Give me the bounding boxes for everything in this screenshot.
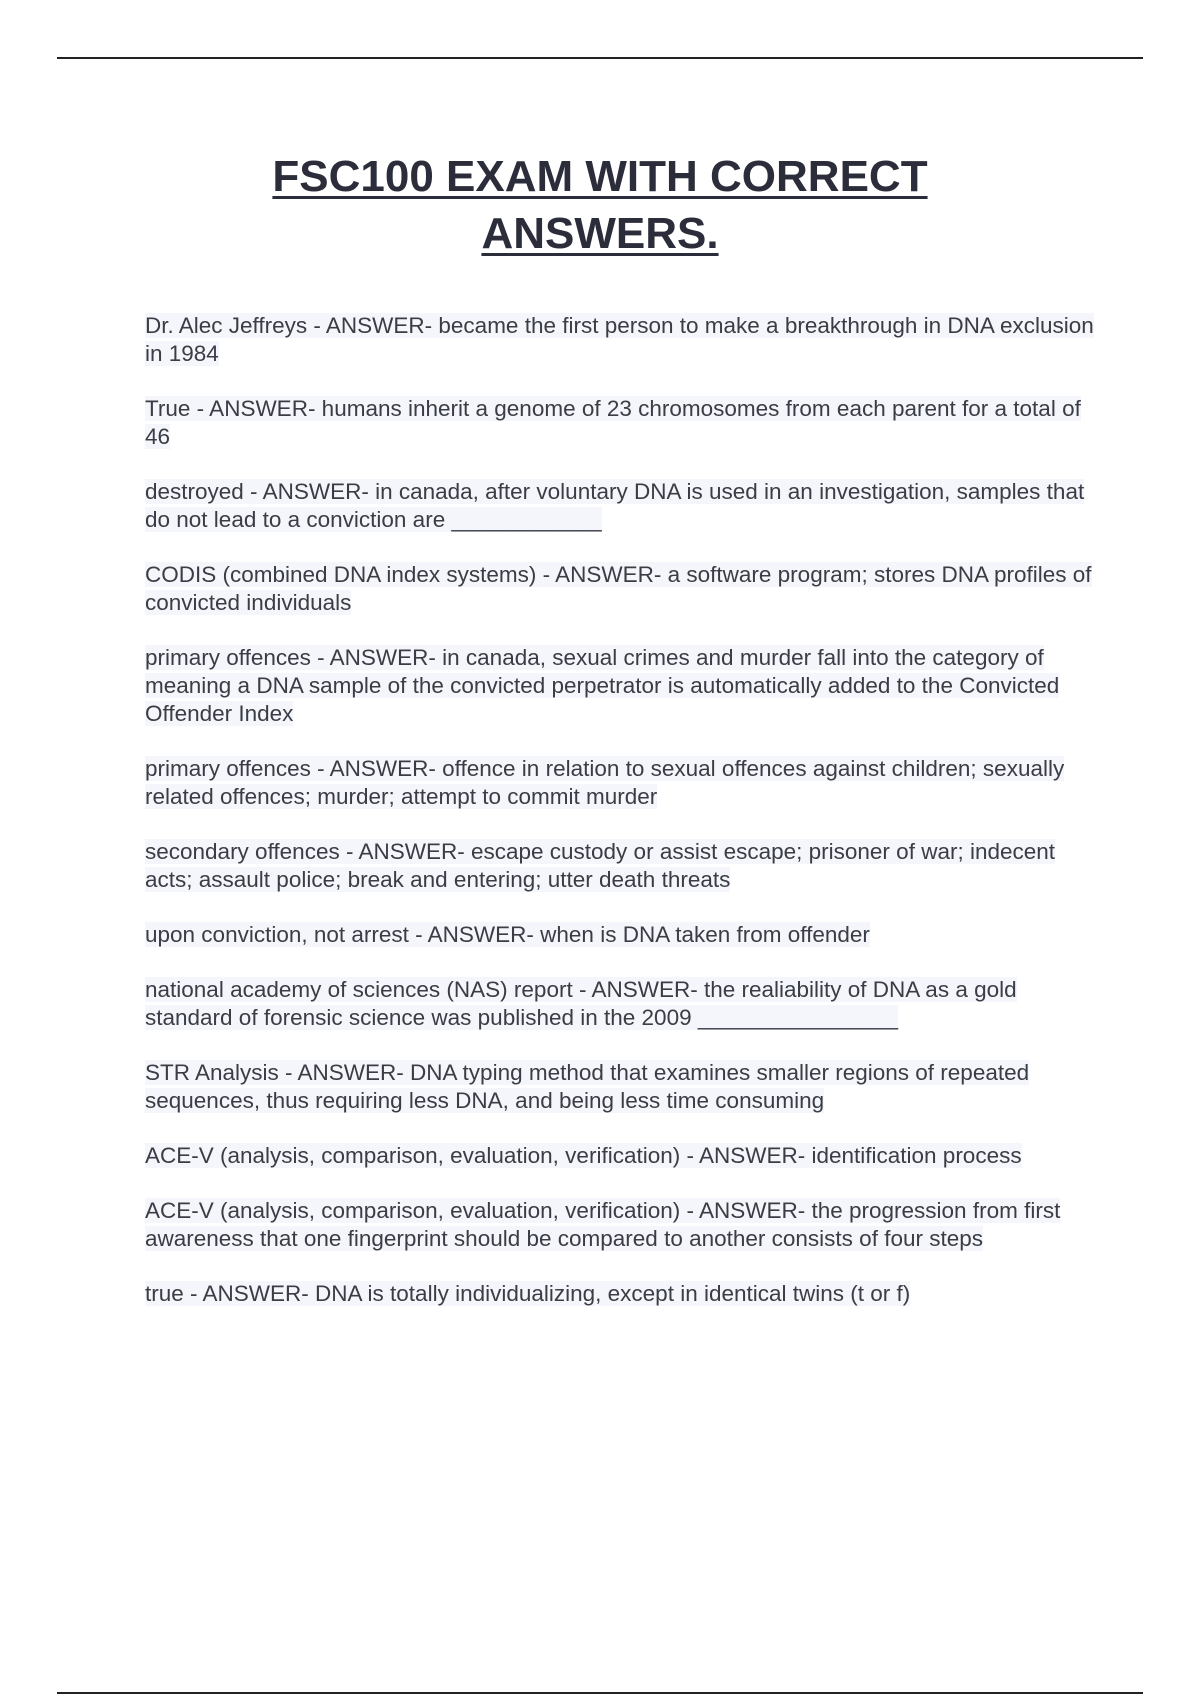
qa-text: STR Analysis - ANSWER- DNA typing method that examines smaller regions of repeated sequences, thus requiring less DNA, and being less time consuming [145,1060,1030,1113]
top-divider [57,57,1143,59]
qa-text: true - ANSWER- DNA is totally individualizing, except in identical twins (t or f) [145,1281,911,1306]
qa-text: national academy of sciences (NAS) report - ANSWER- the realiability of DNA as a gold standard of forensic science was published in the 2009 ________________ [145,977,1017,1030]
qa-text: upon conviction, not arrest - ANSWER- when is DNA taken from offender [145,922,870,947]
qa-item [145,1280,1095,1308]
qa-item [145,561,1095,617]
qa-item [145,1059,1095,1115]
qa-item [145,478,1095,534]
qa-text: Dr. Alec Jeffreys - ANSWER- became the first person to make a breakthrough in DNA exclusion in 1984 [145,313,1094,366]
qa-item [145,1142,1095,1170]
qa-item [145,1197,1095,1253]
bottom-divider [57,1692,1143,1694]
qa-item [145,838,1095,894]
qa-text: ACE-V (analysis, comparison, evaluation, verification) - ANSWER- identification process [145,1143,1022,1168]
qa-text: CODIS (combined DNA index systems) - ANSWER- a software program; stores DNA profiles of convicted individuals [145,562,1092,615]
qa-text: secondary offences - ANSWER- escape custody or assist escape; prisoner of war; indecent acts; assault police; break and entering; utter death threats [145,839,1056,892]
qa-text: True - ANSWER- humans inherit a genome of 23 chromosomes from each parent for a total of 46 [145,396,1081,449]
qa-text: primary offences - ANSWER- in canada, sexual crimes and murder fall into the category of meaning a DNA sample of the convicted perpetrator is automatically added to the Convicted Offender Index [145,645,1060,726]
qa-list [145,312,1095,1335]
qa-text: ACE-V (analysis, comparison, evaluation, verification) - ANSWER- the progression from first awareness that one fingerprint should be compared to another consists of four steps [145,1198,1061,1251]
qa-item [145,755,1095,811]
qa-item [145,312,1095,368]
qa-item [145,976,1095,1032]
qa-item [145,644,1095,728]
qa-text: destroyed - ANSWER- in canada, after voluntary DNA is used in an investigation, samples that do not lead to a conviction are ____________ [145,479,1085,532]
qa-item [145,395,1095,451]
document-title: FSC100 EXAM WITH CORRECT ANSWERS. [272,152,928,258]
qa-item [145,921,1095,949]
qa-text: primary offences - ANSWER- offence in relation to sexual offences against children; sexually related offences; murder; attempt to commit murder [145,756,1065,809]
